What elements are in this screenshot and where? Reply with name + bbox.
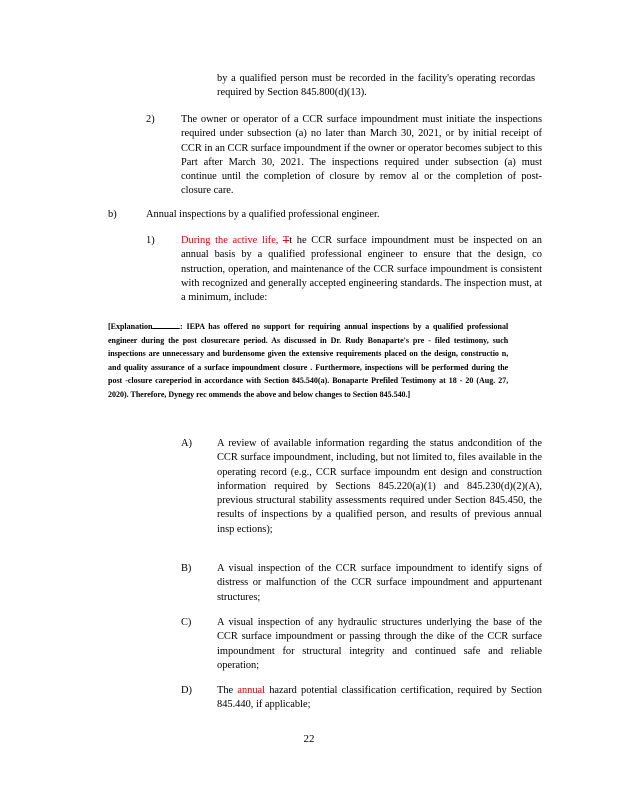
inserted-text: During the active life,: [181, 235, 283, 246]
subitem-d-body: hazard potential classification certification, required by Section 845.440, if applicable;: [217, 685, 542, 711]
subitem-c-text: A visual inspection of any hydraulic structures underlying the base of the CCR surface impoundment or passing through the dike of the CCR surface impoundment for structural integrity and continued safe and reliable operation;: [217, 617, 542, 671]
explanation-note: [108, 320, 508, 402]
struck-text: T: [282, 235, 290, 246]
subitem-d-letter: D): [181, 685, 192, 696]
item-2-text: The owner or operator of a CCR surface impoundment must initiate the inspections required under subsection (a) no later than March 30, 2021, or by initial receipt of CCR in an CCR surface impoundment if the owner or operator becomes subject to this Part after March 30, 2021. The inspections required under subsection (a) must continue until the completion of closure by remov al or the completion of post- closure care.: [181, 114, 542, 197]
subitem-a-text: A review of available information regarding the status andcondition of the CCR surface impoundment, including, but not limited to, files available in the operating record (e.g., CCR surface impoundm ent design and construction information required by Sections 845.220(a)(1) and 845.230(d)(2)(A), previous structural stability assessments required under Section 845.450, the results of inspections by a qualified person, and results of previous annual insp ections);: [217, 438, 542, 535]
subitem-a-letter: A): [181, 438, 192, 449]
explanation-text: : IEPA has offered no support for requiring annual inspections by a qualified professional engineer during the post closurecare period. As discussed in Dr. Rudy Bonaparte's pre - filed testimony, such inspections are unnecessary and burdensome given the extensive requirements placed on the design, constructio n, and quality assurance of a surface impoundment closure . Furthermore, inspections will be performed during the post -closure careperiod in accordance with Section 845.540(a). Bonaparte Prefiled Testimony at 18 - 20 (Aug. 27, 2020). Therefore, Dynegy rec ommends the above and below changes to Section 845.540.]: [108, 321, 509, 399]
item-2-number: 2): [146, 114, 155, 125]
section-b-letter: b): [108, 209, 117, 220]
subitem-b-text: A visual inspection of the CCR surface impoundment to identify signs of distress or malfunction of the CCR surface impoundment and appurtenant structures;: [217, 563, 542, 603]
item-1-text: [181, 234, 542, 305]
subitem-b-letter: B): [181, 563, 192, 574]
item-1-body: t he CCR surface impoundment must be inspected on an annual basis by a qualified professional engineer to ensure that the design, co nstruction, operation, and maintenance of the CCR surface impoundment is consistent with recognized and generally accepted engineering standards. The inspection must, at a minimum, include:: [181, 235, 542, 304]
item-1-number: 1): [146, 235, 155, 246]
section-b-heading: Annual inspections by a qualified professional engineer.: [146, 209, 380, 220]
explanation-label: [Explanation: [108, 321, 153, 331]
subitem-d-text: [217, 684, 542, 713]
top-continuation-text: by a qualified person must be recorded in the facility's operating recordas required by Section 845.800(d)(13).: [217, 73, 535, 99]
subitem-d-pre: The: [217, 685, 238, 696]
inserted-text-annual: annual: [237, 685, 266, 696]
subitem-c-letter: C): [181, 617, 192, 628]
explanation-underline: [152, 320, 180, 329]
page-number: 22: [303, 733, 315, 745]
